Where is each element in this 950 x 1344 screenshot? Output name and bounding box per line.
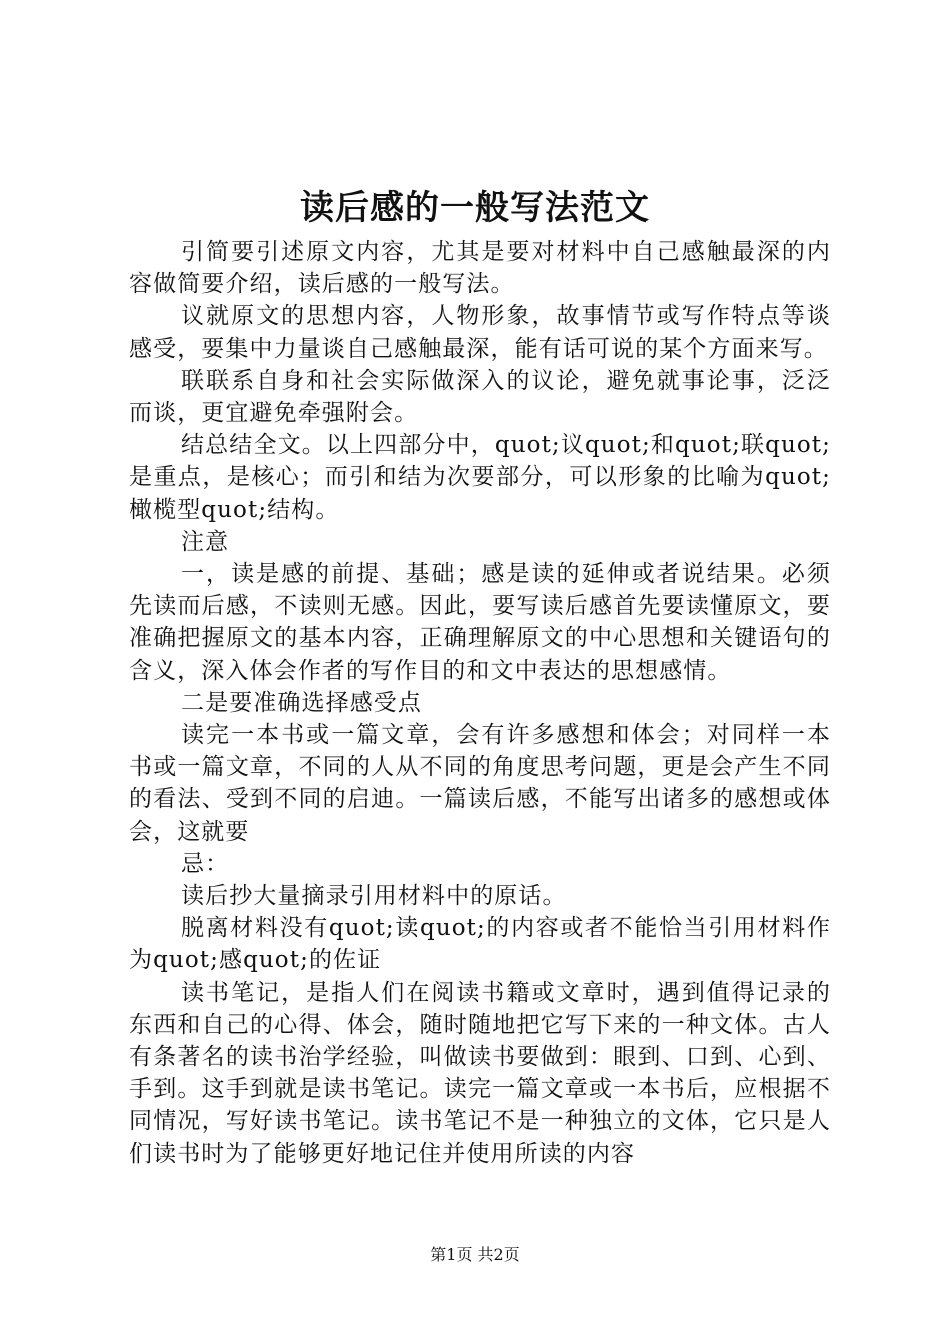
paragraph-avoid-one: 读后抄大量摘录引用材料中的原话。 <box>181 883 567 910</box>
paragraph-discuss: 议就原文的思想内容，人物形象，故事情节或写作特点等谈感受，要集中力量谈自己感触最深，能有话可说的某个方面来写。 <box>129 303 831 362</box>
document-body <box>129 236 831 1170</box>
paragraph-point-two: 读完一本书或一篇文章，会有许多感想和体会；对同样一本书或一篇文章，不同的人从不同的角度思考问题，更是会产生不同的看法、受到不同的启迪。一篇读后感，不能写出诸多的感想或体会，这就要 <box>129 722 831 845</box>
paragraph-conclude: 结总结全文。以上四部分中，quot;议quot;和quot;联quot;是重点，是核心；而引和结为次要部分，可以形象的比喻为quot;橄榄型quot;结构。 <box>129 432 831 523</box>
page-number-footer: 第1页 共2页 <box>430 1245 520 1264</box>
document-title: 读后感的一般写法范文 <box>300 188 650 228</box>
paragraph-reading-notes: 读书笔记，是指人们在阅读书籍或文章时，遇到值得记录的东西和自己的心得、体会，随时随地把它写下来的一种文体。古人有条著名的读书治学经验，叫做读书要做到：眼到、口到、心到、手到。这手到就是读书笔记。读完一篇文章或一本书后，应根据不同情况，写好读书笔记。读书笔记不是一种独立的文体，它只是人们读书时为了能够更好地记住并使用所读的内容 <box>129 979 831 1167</box>
paragraph-avoid-two: 脱离材料没有quot;读quot;的内容或者不能恰当引用材料作为quot;感quot;的佐证 <box>129 915 831 974</box>
paragraph-notice-heading: 注意 <box>181 528 230 555</box>
paragraph-avoid-heading: 忌： <box>181 850 230 877</box>
paragraph-connect: 联联系自身和社会实际做深入的议论，避免就事论事，泛泛而谈，更宜避免牵强附会。 <box>129 367 831 427</box>
paragraph-point-two-heading: 二是要准确选择感受点 <box>181 689 422 716</box>
paragraph-intro-quote: 引简要引述原文内容，尤其是要对材料中自己感触最深的内容做简要介绍，读后感的一般写法。 <box>129 239 831 298</box>
paragraph-point-one: 一，读是感的前提、基础；感是读的延伸或者说结果。必须先读而后感，不读则无感。因此，要写读后感首先要读懂原文，要准确把握原文的基本内容，正确理解原文的中心思想和关键语句的含义，深入体会作者的写作目的和文中表达的思想感情。 <box>129 561 831 684</box>
